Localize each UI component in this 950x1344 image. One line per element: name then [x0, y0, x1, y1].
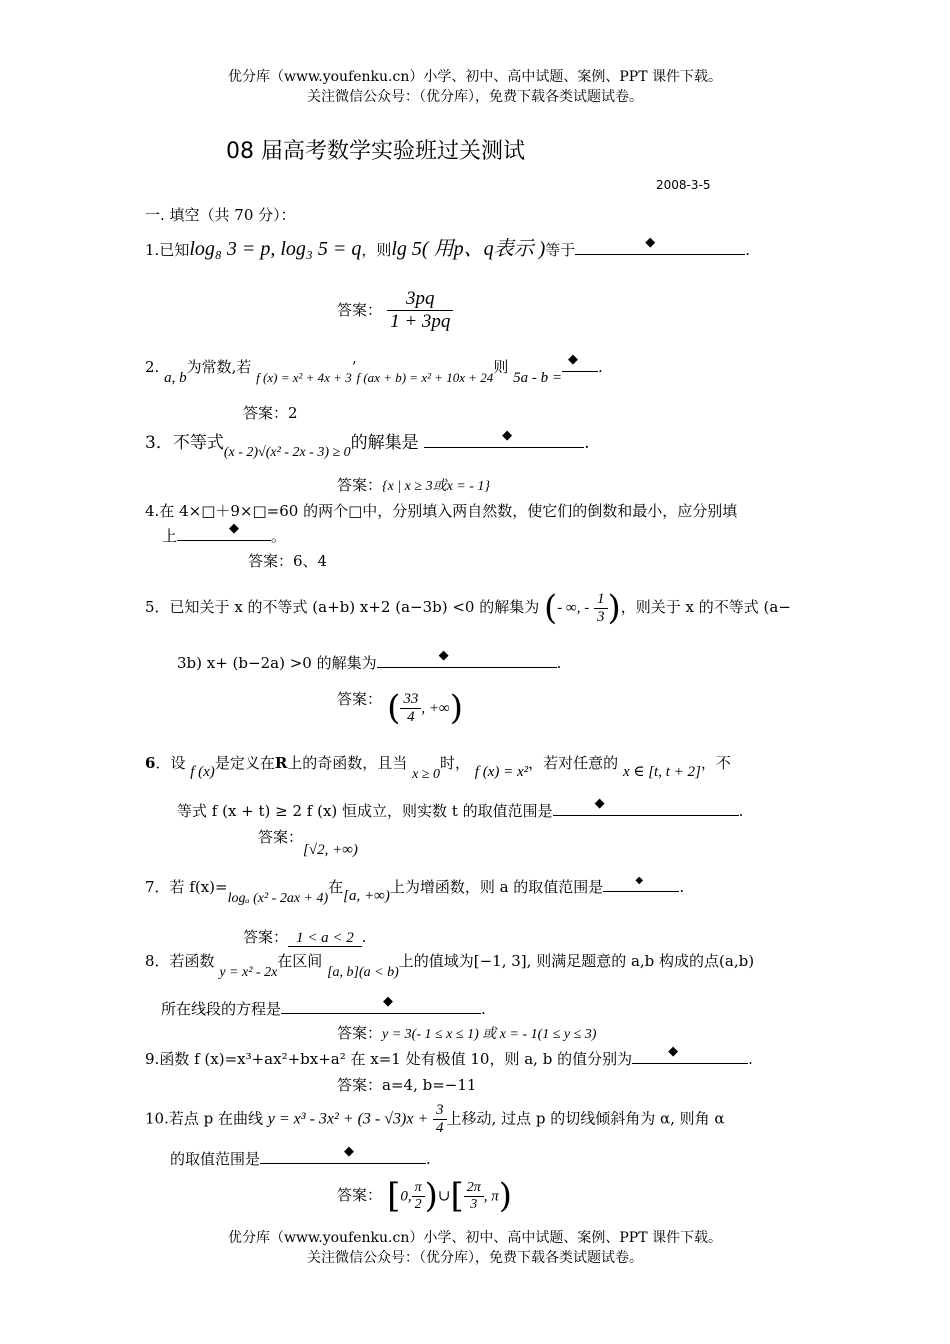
question-text: 函数 f (x)=x³+ax²+bx+a² 在 x=1 处有极值 10，则 a, b 的值分别为 — [159, 1050, 633, 1068]
question-text: 所在线段的方程是 — [161, 1000, 282, 1018]
paren-right: ) — [498, 1176, 513, 1216]
page-title: 08 届高考数学实验班过关测试 — [226, 139, 525, 164]
footer-line-2: 关注微信公众号：（优分库），免费下载各类试题试卷。 — [307, 1250, 643, 1266]
question-number: 10. — [145, 1109, 169, 1128]
answer-9 — [337, 1074, 476, 1095]
question-number: 4. — [145, 502, 160, 520]
answer-label: 答案： — [337, 476, 383, 494]
question-text: 3b) x+ (b−2a) >0 的解集为 — [177, 654, 377, 672]
question-text: 若点 p 在曲线 — [168, 1109, 263, 1128]
question-text: 已知 — [159, 241, 190, 259]
answer-value: y = 3(- 1 ≤ x ≤ 1) 或 x = - 1(1 ≤ y ≤ 3) — [382, 1027, 597, 1042]
answer-7: 答案： 1 < a < 2 . — [243, 928, 367, 946]
question-text: 上 — [162, 527, 178, 545]
question-text: 时， — [440, 754, 471, 772]
math-expression: f (x) = x² + 4x + 3 — [256, 370, 352, 385]
diamond-icon: ◆ — [344, 1144, 355, 1159]
question-8-line-2: 所在线段的方程是 ◆ . — [161, 994, 486, 1018]
question-8 — [145, 950, 755, 980]
question-3: 3．不等式$_{(x - 2)√(x^2 - 2x - 3) \ge 0}$的解集是 ◆ . — [145, 428, 590, 460]
answer-label: 答案： — [337, 1024, 383, 1042]
answer-value: [√2, +∞) — [303, 842, 358, 858]
answer-blank — [424, 428, 584, 448]
math-expression: f (x) — [190, 764, 215, 780]
question-number: 3． — [145, 433, 173, 453]
math-expression: log₈ 3 = p, log₃ 5 = q — [189, 238, 362, 260]
diamond-icon: ◆ — [229, 521, 240, 536]
answer-label: 答案： — [337, 1186, 383, 1204]
footer-line-1: 优分库（www.youfenku.cn）小学、初中、高中试题、案例、PPT 课件下载。 — [227, 1230, 722, 1246]
answer-blank — [575, 235, 745, 255]
header-line-2: 关注微信公众号：（优分库），免费下载各类试题试卷。 — [307, 89, 643, 105]
question-text: 上的奇函数，且当 — [287, 754, 408, 772]
answer-value: 1 < a < 2 — [288, 930, 362, 947]
answer-5 — [337, 688, 463, 728]
math-expression: x ∈ [t, t + 2] — [622, 764, 701, 780]
question-5-line-2: 3b) x+ (b−2a) >0 的解集为 ◆ . — [177, 648, 562, 672]
math-expression: y = x² - 2x — [219, 965, 278, 980]
math-expression: 5a - b = — [513, 370, 562, 386]
question-text: ，若对任意的 — [528, 754, 619, 772]
bold-symbol: R — [274, 754, 288, 772]
question-text: ，不 — [700, 754, 731, 772]
answer-value: , +∞ — [421, 700, 450, 717]
answer-fraction: $\frac{2\pi}{3}$ — [464, 1180, 484, 1213]
answer-fraction: $\frac{3pq}{1 + 3pq}$ — [387, 288, 453, 333]
answer-blank — [177, 521, 271, 541]
question-5 — [145, 588, 791, 628]
answer-label: 答案： — [337, 301, 383, 319]
answer-6 — [258, 826, 358, 858]
answer-value: 0, — [400, 1188, 412, 1205]
question-text: 的解集是 — [350, 433, 419, 453]
bracket-left: [ — [450, 1176, 464, 1216]
paren-right: ) — [607, 588, 621, 628]
answer-10 — [337, 1176, 512, 1216]
question-text: ，则 — [361, 241, 392, 259]
question-text: 等式 f (x + t) ≥ 2 f (x) 恒成立，则实数 t 的取值范围是 — [177, 802, 553, 820]
question-text: 为常数,若 — [186, 358, 252, 376]
answer-label: 答案： — [337, 690, 383, 708]
bracket-left: [ — [387, 1176, 401, 1216]
answer-value: , π — [483, 1188, 499, 1205]
paren-right: ) — [449, 688, 463, 728]
question-text: 的取值范围是 — [170, 1150, 261, 1168]
answer-value: {x | x ≥ 3或x = - 1} — [382, 479, 490, 494]
answer-value: a=4, b=−11 — [382, 1076, 477, 1094]
question-text: 是定义在 — [214, 754, 275, 772]
paren-left: ( — [387, 688, 401, 728]
diamond-icon: ◆ — [502, 428, 513, 443]
answer-value: 2 — [288, 404, 298, 422]
answer-fraction: $\frac{33}{4}$ — [400, 691, 421, 726]
math-expression: x ≥ 0 — [412, 767, 440, 782]
math-expression: y = x³ - 3x² + (3 - √3)x + — [267, 1110, 429, 1128]
answer-label: 答案： — [258, 828, 304, 846]
question-text: 已知关于 x 的不等式 (a+b) x+2 (a−3b) <0 的解集为 — [169, 598, 540, 616]
math-expression: - ∞, - — [557, 600, 590, 616]
question-text: 若函数 — [169, 952, 215, 970]
question-text: 则 — [493, 358, 509, 376]
diamond-icon: ◆ — [645, 235, 656, 250]
question-number: 5． — [145, 598, 170, 616]
answer-fraction: $\frac{\pi}{2}$ — [412, 1180, 425, 1213]
answer-3 — [337, 474, 490, 495]
answer-8 — [337, 1022, 596, 1043]
question-text: 上为增函数，则 a 的取值范围是 — [389, 878, 604, 896]
answer-blank — [562, 352, 598, 372]
question-number: 8． — [145, 952, 170, 970]
question-9: 9.函数 f (x)=x³+ax²+bx+a² 在 x=1 处有极值 10，则 a, b 的值分别为 ◆ . — [145, 1044, 753, 1068]
answer-blank — [603, 877, 679, 892]
question-number: 7． — [145, 878, 170, 896]
math-expression: [a, +∞) — [343, 888, 390, 904]
question-text: 若 f(x)= — [169, 878, 228, 896]
question-number: 1. — [145, 241, 160, 259]
answer-value: 6、4 — [293, 552, 328, 570]
test-date: 2008-3-5 — [656, 178, 711, 192]
question-10-line-2: 的取值范围是 ◆ . — [170, 1144, 431, 1168]
question-text: 上移动, 过点 p 的切线倾斜角为 α, 则角 α — [446, 1109, 725, 1128]
math-expression: logₐ (x² - 2ax + 4) — [227, 891, 329, 906]
diamond-icon: ◆ — [635, 875, 644, 886]
question-text: 在 4×□＋9×□=60 的两个□中，分别填入两自然数，使它们的倒数和最小，应分别填 — [159, 502, 738, 520]
question-text: 在 — [328, 878, 344, 896]
section-heading: 一. 填空（共 70 分）： — [145, 206, 296, 224]
diamond-icon: ◆ — [594, 796, 605, 811]
header-line-1: 优分库（www.youfenku.cn）小学、初中、高中试题、案例、PPT 课件下载。 — [227, 69, 722, 85]
paren-left: ( — [544, 588, 558, 628]
diamond-icon: ◆ — [668, 1044, 679, 1059]
question-number: 2. — [145, 358, 160, 376]
answer-1 — [337, 288, 453, 333]
math-fraction: $\frac{3}{4}$ — [433, 1102, 447, 1137]
question-6-line-2: 等式 f (x + t) ≥ 2 f (x) 恒成立，则实数 t 的取值范围是 ◆ . — [177, 796, 744, 820]
question-4-line-2: 上 ◆ 。 — [162, 521, 287, 545]
question-7: 7．若 f(x)=logₐ (x² - 2ax + 4)在[a, +∞)上为增函数，则 a 的取值范围是 ◆ . — [145, 875, 685, 906]
question-text: 等于 — [545, 241, 576, 259]
answer-blank — [377, 648, 557, 668]
diamond-icon: ◆ — [383, 994, 394, 1009]
question-text: 在区间 — [277, 952, 323, 970]
math-expression: lg 5( 用p、q表示 ) — [391, 238, 546, 260]
answer-4 — [248, 550, 327, 571]
question-2: 2. a, b为常数,若 f (x) = x² + 4x + 3’f (ax + b) = x² + 10x + 24则 5a - b = ◆ . — [145, 352, 603, 386]
answer-label: 答案： — [248, 552, 294, 570]
question-text: 不等式 — [172, 433, 224, 453]
question-text: ，则关于 x 的不等式 (a− — [620, 598, 791, 616]
question-1: 1.已知log₈ 3 = p, log₃ 5 = q，则lg 5( 用p、q表示 )等于 ◆ . — [145, 235, 751, 260]
answer-label: 答案： — [243, 928, 289, 946]
question-text: ．设 — [155, 754, 186, 772]
answer-blank — [553, 796, 739, 816]
union-symbol: ∪ — [437, 1188, 451, 1205]
answer-label: 答案： — [243, 404, 289, 422]
question-4 — [145, 500, 737, 521]
math-fraction: $\frac{1}{3}$ — [594, 591, 608, 626]
answer-2 — [243, 402, 298, 423]
question-number: 9. — [145, 1050, 160, 1068]
question-number: 6 — [145, 754, 156, 772]
math-expression: (x - 2)√(x² - 2x - 3) ≥ 0 — [223, 445, 351, 460]
diamond-icon: ◆ — [438, 648, 449, 663]
diamond-icon: ◆ — [567, 352, 578, 367]
math-expression: [a, b](a < b) — [327, 965, 399, 980]
question-10 — [145, 1102, 725, 1137]
math-expression: f (x) = x² — [474, 764, 529, 780]
paren-right: ) — [424, 1176, 438, 1216]
answer-label: 答案： — [337, 1076, 383, 1094]
question-6 — [145, 752, 731, 782]
answer-blank — [632, 1044, 748, 1064]
math-expression: a, b — [164, 370, 187, 386]
math-expression: f (ax + b) = x² + 10x + 24 — [356, 370, 494, 385]
question-text: 上的值域为[−1, 3], 则满足题意的 a,b 构成的点(a,b) — [398, 952, 755, 970]
